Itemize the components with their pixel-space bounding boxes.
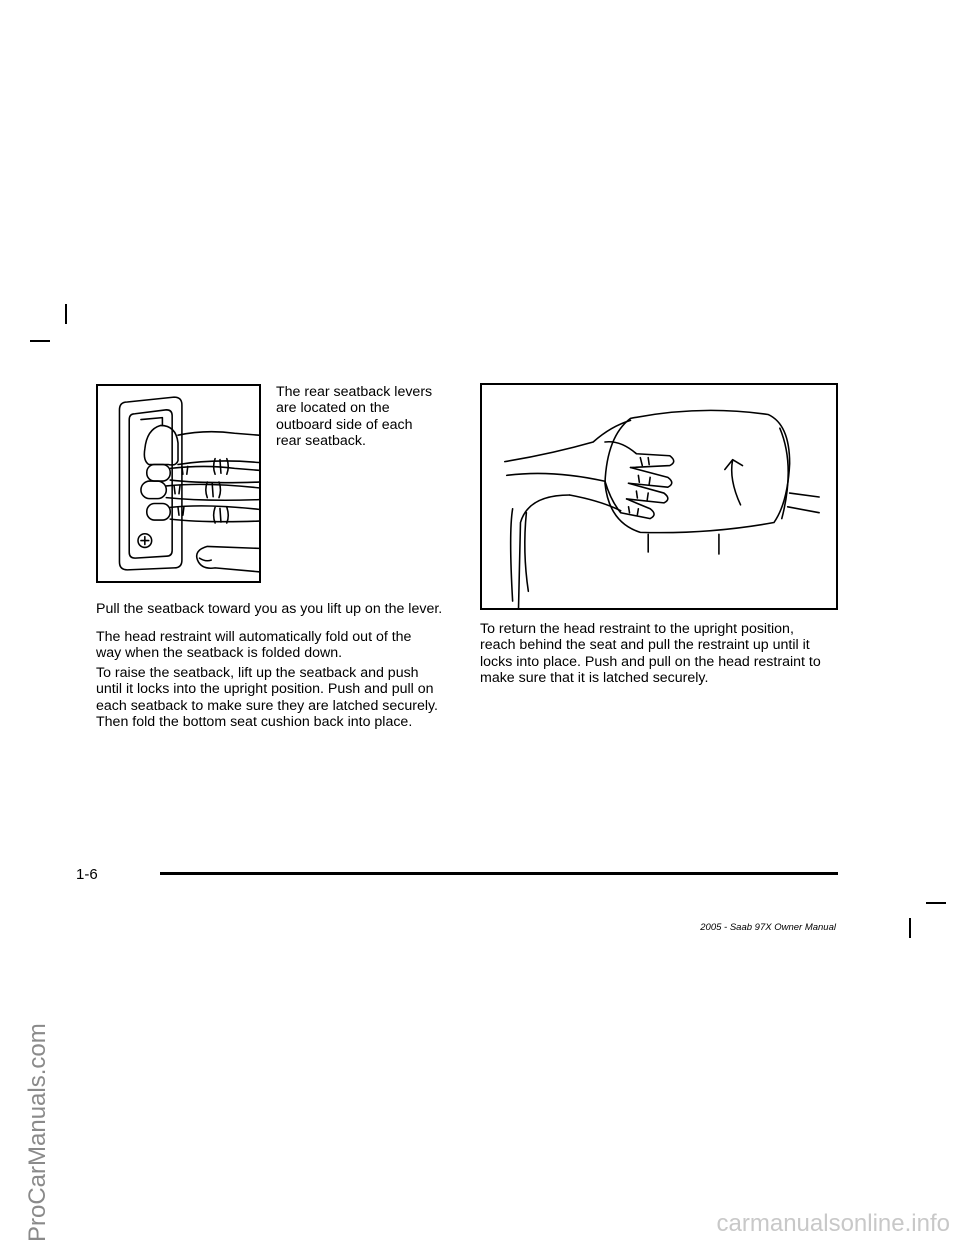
seatback-lever-figure bbox=[96, 384, 261, 583]
paragraph-line: reach behind the seat and pull the restraint up until it bbox=[480, 637, 810, 654]
head-restraint-figure bbox=[480, 383, 838, 610]
footer-rule bbox=[160, 872, 838, 875]
seatback-lever-hand-illustration-icon bbox=[98, 386, 259, 581]
bottom-watermark: carmanualsonline.info bbox=[716, 1210, 950, 1237]
paragraph-line: make sure that it is latched securely. bbox=[480, 670, 709, 687]
paragraph-line: To raise the seatback, lift up the seatback and push bbox=[96, 665, 419, 681]
head-restraint-hand-illustration-icon bbox=[482, 385, 836, 608]
caption-line: are located on the bbox=[276, 400, 390, 417]
crop-mark-top-horizontal bbox=[30, 340, 50, 342]
caption-line: rear seatback. bbox=[276, 433, 366, 450]
paragraph-line: way when the seatback is folded down. bbox=[96, 645, 343, 662]
caption-line: The rear seatback levers bbox=[276, 384, 433, 400]
head-restraint-fold-paragraph bbox=[96, 629, 411, 662]
raise-seatback-paragraph bbox=[96, 665, 438, 731]
lever-location-caption bbox=[276, 384, 432, 450]
pull-seatback-paragraph: Pull the seatback toward you as you lift up on the lever. bbox=[96, 601, 443, 617]
paragraph-line: each seatback to make sure they are latched securely. bbox=[96, 697, 438, 714]
page-number: 1-6 bbox=[76, 866, 98, 883]
paragraph-line: until it locks into the upright position. Push and pull on bbox=[96, 681, 434, 698]
side-watermark: ProCarManuals.com bbox=[24, 1023, 51, 1242]
caption-line: outboard side of each bbox=[276, 416, 413, 433]
return-head-restraint-paragraph bbox=[480, 621, 821, 687]
paragraph-line: locks into place. Push and pull on the head restraint to bbox=[480, 653, 821, 670]
manual-title: 2005 - Saab 97X Owner Manual bbox=[700, 922, 836, 933]
crop-mark-bottom-vertical bbox=[909, 918, 911, 938]
paragraph-line: To return the head restraint to the upright position, bbox=[480, 621, 794, 637]
paragraph-line: The head restraint will automatically fold out of the bbox=[96, 629, 412, 645]
paragraph-line: Then fold the bottom seat cushion back into place. bbox=[96, 714, 413, 731]
crop-mark-bottom-horizontal bbox=[926, 902, 946, 904]
crop-mark-top-vertical bbox=[65, 304, 67, 324]
